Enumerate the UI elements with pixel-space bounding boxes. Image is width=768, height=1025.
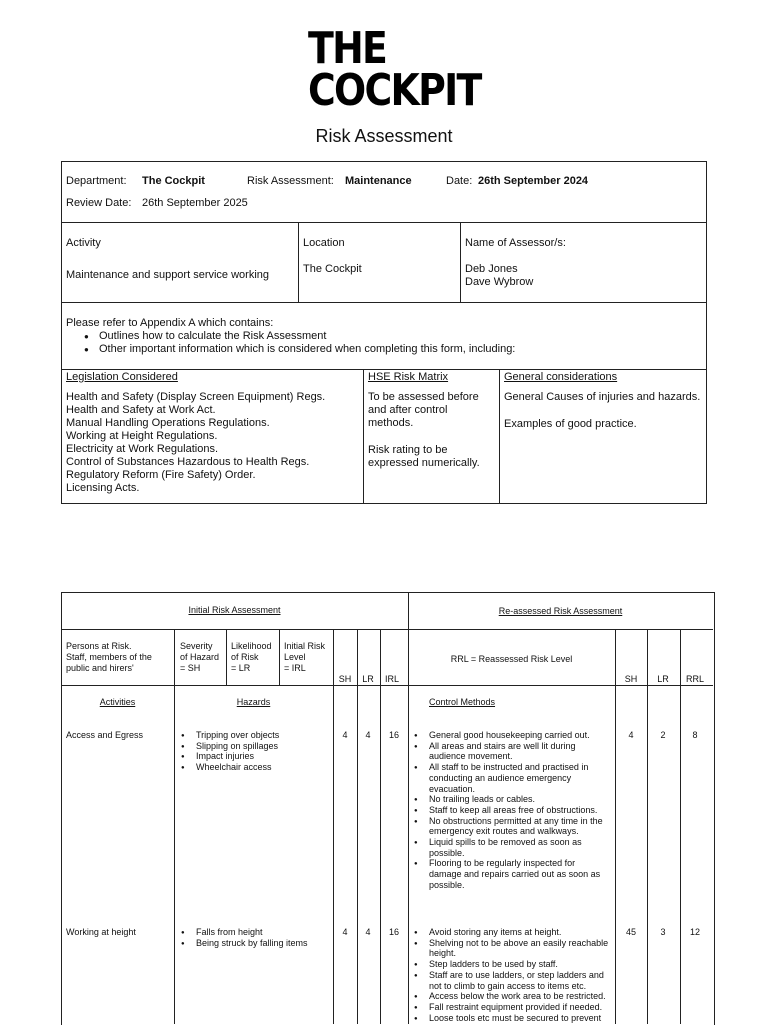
logo-line-1: THE xyxy=(308,23,387,74)
activities-header: Activities xyxy=(99,697,136,707)
lr-value: 4 xyxy=(365,927,371,937)
likelihood-header: of Risk xyxy=(231,652,259,662)
likelihood-header: = LR xyxy=(231,663,251,673)
sh-value: 4 xyxy=(342,730,348,740)
department-label: Department: xyxy=(66,175,127,187)
control-item: ● General good housekeeping carried out. xyxy=(411,730,603,741)
risk-table xyxy=(61,592,715,1025)
control-list xyxy=(411,927,608,1023)
control-list xyxy=(411,730,603,891)
divider xyxy=(174,629,175,1024)
initial-level-header: Level xyxy=(284,652,306,662)
control-item: ● Loose tools etc must be secured to prevent xyxy=(411,1013,608,1024)
logo-line-2: COCKPIT xyxy=(308,65,481,116)
activity-cell: Access and Egress xyxy=(66,730,144,740)
rlr-header: LR xyxy=(657,674,669,684)
activity-cell: Working at height xyxy=(66,927,136,937)
sh-value: 4 xyxy=(342,927,348,937)
general-title: General considerations xyxy=(504,371,618,383)
hse-text: methods. xyxy=(368,417,414,429)
legislation-item: Licensing Acts. xyxy=(66,482,140,494)
control-item: ● Shelving not to be above an easily reachable height. xyxy=(411,938,608,959)
rlr-value: 3 xyxy=(660,927,666,937)
control-item: ● All staff to be instructed and practised in conducting an audience emergency evacuation. xyxy=(411,762,603,794)
legislation-list xyxy=(66,391,325,495)
department-value: The Cockpit xyxy=(142,175,205,187)
date-value: 26th September 2024 xyxy=(478,175,589,187)
legislation-item: Manual Handling Operations Regulations. xyxy=(66,417,270,429)
appendix-list xyxy=(81,330,515,356)
legislation-item: Health and Safety at Work Act. xyxy=(66,404,216,416)
control-item: ● Staff to keep all areas free of obstructions. xyxy=(411,805,603,816)
control-item: ● Flooring to be regularly inspected for damage and repairs carried out as soon as possible. xyxy=(411,858,603,890)
general-text: Examples of good practice. xyxy=(504,418,637,430)
reassessed-risk-title: Re-assessed Risk Assessment xyxy=(498,606,623,616)
assessor-label: Name of Assessor/s: xyxy=(465,237,566,249)
divider xyxy=(357,629,358,1024)
activity-value: Maintenance and support service working xyxy=(66,269,270,281)
date-label: Date: xyxy=(446,175,473,187)
hazard-item: ● Impact injuries xyxy=(178,751,279,762)
hazard-item: ● Being struck by falling items xyxy=(178,938,308,949)
rsh-value: 4 xyxy=(628,730,634,740)
divider xyxy=(61,222,707,223)
assessor-name: Dave Wybrow xyxy=(465,276,534,288)
divider xyxy=(61,369,707,370)
severity-header: = SH xyxy=(180,663,201,673)
hse-text: and after control xyxy=(368,404,448,416)
rsh-header: SH xyxy=(624,674,638,684)
rsh-value: 45 xyxy=(625,927,636,937)
hazard-list xyxy=(178,927,308,948)
rlr-value: 2 xyxy=(660,730,666,740)
divider xyxy=(499,369,500,504)
divider xyxy=(680,629,681,1024)
control-item: ● Fall restraint equipment provided if needed. xyxy=(411,1002,608,1013)
severity-header: Severity xyxy=(180,641,213,651)
hse-text: Risk rating to be xyxy=(368,444,448,456)
review-date-label: Review Date: xyxy=(66,197,132,209)
controls-header: Control Methods xyxy=(429,697,496,707)
appendix-intro: Please refer to Appendix A which contains: xyxy=(66,317,274,329)
lr-value: 4 xyxy=(365,730,371,740)
appendix-item: ● Outlines how to calculate the Risk Assessment xyxy=(81,330,515,343)
control-item: ● Liquid spills to be removed as soon as possible. xyxy=(411,837,603,858)
likelihood-header: Likelihood xyxy=(231,641,272,651)
assessor-name: Deb Jones xyxy=(465,263,518,275)
sh-header: SH xyxy=(338,674,352,684)
rrl-note: RRL = Reassessed Risk Level xyxy=(450,654,573,664)
location-value: The Cockpit xyxy=(303,263,362,275)
hazard-item: ● Wheelchair access xyxy=(178,762,279,773)
divider xyxy=(380,629,381,1024)
initial-level-header: Initial Risk xyxy=(284,641,326,651)
appendix-item: ● Other important information which is considered when completing this form, including: xyxy=(81,343,515,356)
control-item: ● Access below the work area to be restricted. xyxy=(411,991,608,1002)
divider xyxy=(647,629,648,1024)
legislation-item: Regulatory Reform (Fire Safety) Order. xyxy=(66,469,256,481)
severity-header: of Hazard xyxy=(180,652,220,662)
legislation-item: Health and Safety (Display Screen Equipment) Regs. xyxy=(66,391,326,403)
persons-at-risk: public and hirers' xyxy=(66,663,134,673)
divider xyxy=(363,369,364,504)
hse-text: To be assessed before xyxy=(368,391,479,403)
hazard-item: ● Tripping over objects xyxy=(178,730,279,741)
hse-title: HSE Risk Matrix xyxy=(368,371,449,383)
control-item: ● Step ladders to be used by staff. xyxy=(411,959,608,970)
divider xyxy=(333,629,334,1024)
risk-assessment-label: Risk Assessment: xyxy=(247,175,334,187)
control-item: ● Staff are to use ladders, or step ladders and not to climb to gain access to items etc. xyxy=(411,970,608,991)
lr-header: LR xyxy=(362,674,374,684)
divider xyxy=(615,629,616,1024)
divider xyxy=(61,302,707,303)
divider xyxy=(298,222,299,302)
persons-at-risk: Staff, members of the xyxy=(66,652,152,662)
rrl-value: 8 xyxy=(692,730,698,740)
control-item: ● No obstructions permitted at any time in the emergency exit routes and walkways. xyxy=(411,816,603,837)
divider xyxy=(226,629,227,685)
general-text: General Causes of injuries and hazards. xyxy=(504,391,701,403)
location-label: Location xyxy=(303,237,345,249)
control-item: ● Avoid storing any items at height. xyxy=(411,927,608,938)
divider xyxy=(279,629,280,685)
legislation-title: Legislation Considered xyxy=(66,371,178,383)
hazard-item: ● Falls from height xyxy=(178,927,308,938)
cockpit-logo xyxy=(308,23,481,116)
rrl-value: 12 xyxy=(689,927,700,937)
legislation-item: Electricity at Work Regulations. xyxy=(66,443,219,455)
hse-text: expressed numerically. xyxy=(368,457,480,469)
hazard-list xyxy=(178,730,279,773)
initial-level-header: = IRL xyxy=(284,663,306,673)
activity-label: Activity xyxy=(66,237,101,249)
irl-value: 16 xyxy=(388,730,399,740)
legislation-item: Working at Height Regulations. xyxy=(66,430,218,442)
document-title: Risk Assessment xyxy=(315,126,453,146)
divider xyxy=(460,222,461,302)
review-date-value: 26th September 2025 xyxy=(142,197,248,209)
hazards-header: Hazards xyxy=(236,697,271,707)
control-item: ● All areas and stairs are well lit during audience movement. xyxy=(411,741,603,762)
hazard-item: ● Slipping on spillages xyxy=(178,741,279,752)
irl-value: 16 xyxy=(388,927,399,937)
initial-risk-title: Initial Risk Assessment xyxy=(188,605,281,615)
risk-assessment-value: Maintenance xyxy=(345,175,412,187)
irl-header: IRL xyxy=(384,674,399,684)
control-item: ● No trailing leads or cables. xyxy=(411,794,603,805)
legislation-item: Control of Substances Hazardous to Health Regs. xyxy=(66,456,310,468)
rrl-header: RRL xyxy=(685,674,704,684)
persons-at-risk: Persons at Risk. xyxy=(66,641,132,651)
